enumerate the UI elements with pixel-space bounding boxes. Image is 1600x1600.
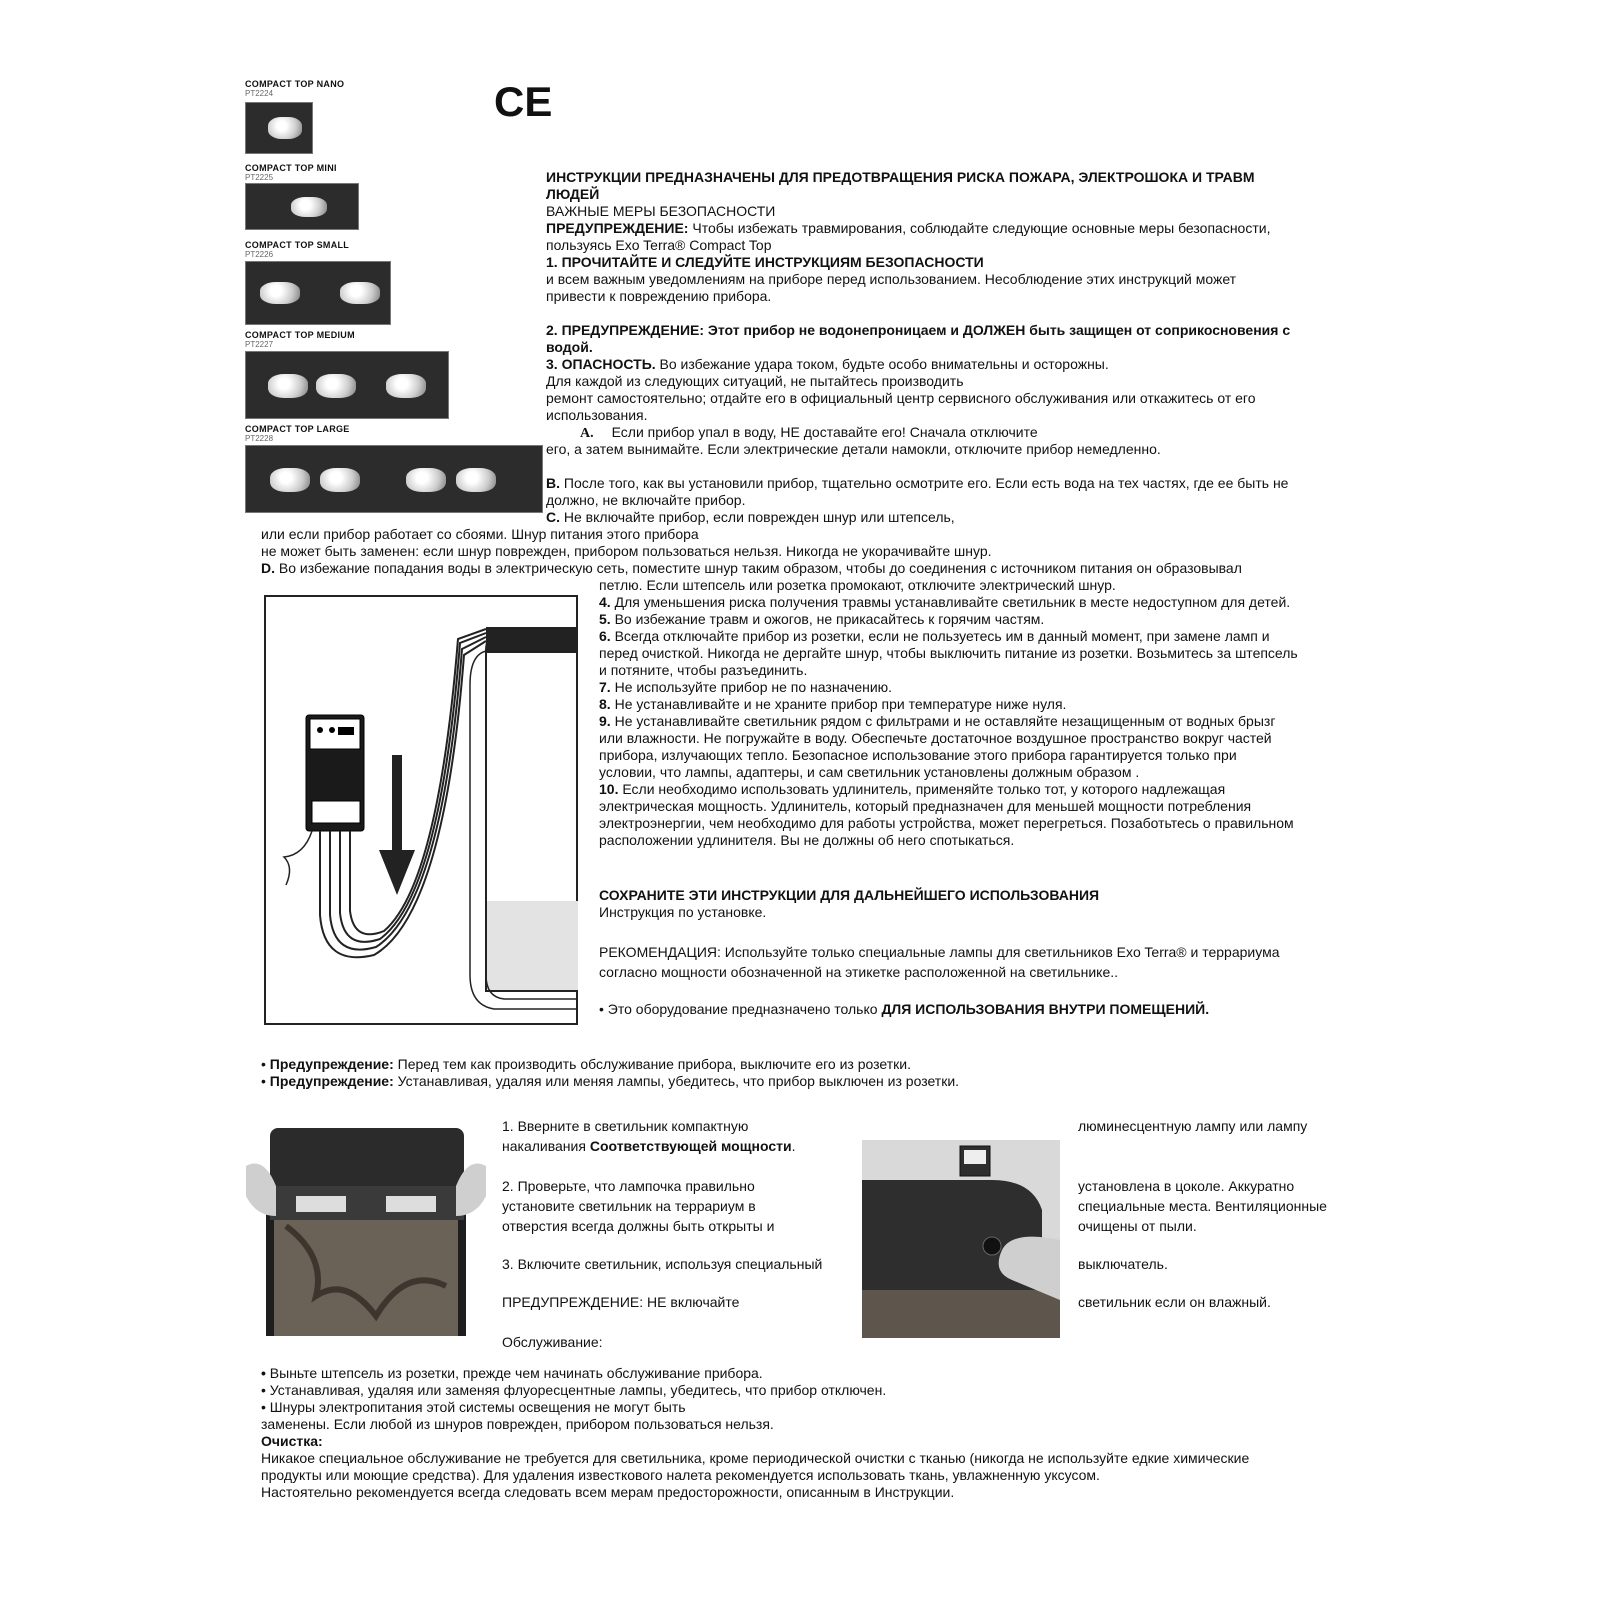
item-c-paragraph (546, 509, 955, 526)
item-5-text: Во избежание травм и ожогов, не прикасайтесь к горячим частям. (610, 611, 1045, 627)
item-9-text: Не устанавливайте светильник рядом с фильтрами и не оставляйте незащищенным от водных брызг (610, 713, 1276, 729)
maintenance-3: • Шнуры электропитания этой системы освещения не могут быть (261, 1399, 686, 1415)
item-6-text: перед очисткой. Никогда не дергайте шнур, чтобы выключить питание из розетки. Возьмитесь за штепсель (599, 645, 1298, 661)
recommendation: РЕКОМЕНДАЦИЯ: Используйте только специальные лампы для светильников Exo Terra® и террариума (599, 944, 1280, 960)
indoor-bold: ДЛЯ ИСПОЛЬЗОВАНИЯ ВНУТРИ ПОМЕЩЕНИЙ. (881, 1001, 1210, 1017)
item-7-num: 7. (599, 679, 611, 695)
item-a-label: A. (580, 426, 594, 441)
item-3-paragraph (546, 356, 1109, 373)
item-9 (599, 713, 1275, 730)
step-2-right: специальные места. Вентиляционные (1078, 1198, 1327, 1214)
item-5 (599, 611, 1044, 628)
item-10-text: Если необходимо использовать удлинитель, применяйте только тот, у которого надлежащая (618, 781, 1226, 797)
recommendation: согласно мощности обозначенной на этикетке расположенной на светильнике.. (599, 964, 1119, 980)
step-2-text: 2. Проверьте, что лампочка правильно (502, 1178, 755, 1194)
item-8 (599, 696, 1066, 713)
item-3-text: использования. (546, 407, 648, 423)
item-6-text: Всегда отключайте прибор из розетки, если не пользуетесь им в данный момент, при замене ламп и (610, 628, 1270, 644)
step-1-right: люминесцентную лампу или лампу (1078, 1118, 1308, 1134)
step-2-text: отверстия всегда должны быть открыты и (502, 1218, 775, 1234)
install-heading: Инструкция по установке. (599, 904, 767, 920)
photo-switch (862, 1140, 1060, 1338)
item-10 (599, 781, 1225, 798)
service-heading: Обслуживание: (502, 1334, 603, 1350)
item-8-text: Не устанавливайте и не храните прибор при температуре ниже нуля. (610, 696, 1067, 712)
maintenance-3: заменены. Если любой из шнуров поврежден, прибором пользоваться нельзя. (261, 1416, 774, 1432)
item-c-text: Не включайте прибор, если поврежден шнур или штепсель, (560, 509, 955, 525)
model-label: COMPACT TOP MEDIUM (245, 330, 355, 340)
cleaning-text: Настоятельно рекомендуется всегда следовать всем мерам предосторожности, описанным в Инструкции. (261, 1484, 955, 1500)
item-3-text: Для каждой из следующих ситуаций, не пытайтесь производить (546, 373, 964, 389)
maintenance-2: • Устанавливая, удаляя или заменяя флуоресцентные лампы, убедитесь, что прибор отключен. (261, 1382, 887, 1398)
cleaning-text: продукты или моющие средства). Для удаления известкового налета рекомендуется использовать ткань, увлажненную уксусом. (261, 1467, 1100, 1483)
item-b-paragraph (546, 475, 1288, 492)
safety-heading: ЛЮДЕЙ (546, 186, 600, 202)
item-a-text: Если прибор упал в воду, НЕ доставайте его! Сначала отключите (611, 424, 1038, 440)
step-1-bold: Соответствующей мощности (589, 1138, 792, 1154)
warning-label: Предупреждение: (269, 1056, 394, 1072)
cleaning-text: Никакое специальное обслуживание не требуется для светильника, кроме периодической очистки с тканью (никогда не используйте едкие химические (261, 1450, 1250, 1466)
item-5-num: 5. (599, 611, 611, 627)
item-c-label: C. (546, 509, 560, 525)
item-1-title: 1. ПРОЧИТАЙТЕ И СЛЕДУЙТЕ ИНСТРУКЦИЯМ БЕЗОПАСНОСТИ (546, 254, 984, 270)
step-1-end: . (791, 1138, 796, 1154)
model-code: PT2225 (245, 173, 274, 182)
warning-label: Предупреждение: (269, 1073, 394, 1089)
indoor-prefix: • Это оборудование предназначено только (599, 1001, 882, 1017)
item-4 (599, 594, 1290, 611)
warning-1: • Предупреждение: Перед тем как производить обслуживание прибора, выключите его из розетки. (261, 1056, 911, 1072)
item-3-label: 3. ОПАСНОСТЬ. (546, 356, 656, 372)
item-4-text: Для уменьшения риска получения травмы устанавливайте светильник в месте недоступном для детей. (610, 594, 1291, 610)
model-code: PT2224 (245, 89, 274, 98)
item-8-num: 8. (599, 696, 611, 712)
step-1-text: 1. Вверните в светильник компактную (502, 1118, 749, 1134)
item-9-num: 9. (599, 713, 611, 729)
item-10-num: 10. (599, 781, 619, 797)
item-c-text: или если прибор работает со сбоями. Шнур питания этого прибора (261, 526, 699, 542)
item-10-text: электроэнергии, чем необходимо для работы устройства, может перегреться. Позаботьтесь о правильном (599, 815, 1294, 831)
item-7 (599, 679, 892, 696)
item-b-text: После того, как вы установили прибор, тщательно осмотрите его. Если есть вода на тех частях, где ее быть не (560, 475, 1289, 491)
model-label: COMPACT TOP LARGE (245, 424, 350, 434)
item-b-label: B. (546, 475, 560, 491)
item-9-text: условии, что лампы, адаптеры, и сам светильник установлены должным образом . (599, 764, 1140, 780)
item-6-text: и потяните, чтобы разъединить. (599, 662, 808, 678)
item-4-num: 4. (599, 594, 611, 610)
warning-text: пользуясь Exo Terra® Compact Top (546, 237, 772, 253)
model-image-small (245, 261, 391, 325)
item-a-paragraph (580, 424, 1038, 442)
step-1-prefix: накаливания (502, 1138, 590, 1154)
step-3-right: выключатель. (1078, 1256, 1168, 1272)
item-9-text: прибора, излучающих тепло. Безопасное использование этого прибора гарантируется только при (599, 747, 1237, 763)
item-1-text: привести к повреждению прибора. (546, 288, 772, 304)
model-label: COMPACT TOP SMALL (245, 240, 350, 250)
item-2-text: 2. ПРЕДУПРЕЖДЕНИЕ: Этот прибор не водонепроницаем и ДОЛЖЕН быть защищен от соприкосновения с (546, 322, 1291, 338)
warning-text: Перед тем как производить обслуживание прибора, выключите его из розетки. (393, 1056, 911, 1072)
warning-2: • Предупреждение: Устанавливая, удаляя или меняя лампы, убедитесь, что прибор выключен из розетки. (261, 1073, 960, 1089)
warning-text: Чтобы избежать травмирования, соблюдайте следующие основные меры безопасности, (688, 220, 1271, 236)
step-2-right: очищены от пыли. (1078, 1218, 1197, 1234)
item-2-text: водой. (546, 339, 593, 355)
item-9-text: или влажности. Не погружайте в воду. Обеспечьте достаточное воздушное пространство вокруг частей (599, 730, 1272, 746)
safety-heading: ИНСТРУКЦИИ ПРЕДНАЗНАЧЕНЫ ДЛЯ ПРЕДОТВРАЩЕНИЯ РИСКА ПОЖАРА, ЭЛЕКТРОШОКА И ТРАВМ (546, 169, 1255, 185)
warning-paragraph (546, 220, 1270, 237)
step-2-text: установите светильник на террариум в (502, 1198, 756, 1214)
item-10-text: расположении удлинителя. Вы не должны об него спотыкаться. (599, 832, 1015, 848)
item-c-text: не может быть заменен: если шнур поврежден, прибором пользоваться нельзя. Никогда не укорачивайте шнур. (261, 543, 992, 559)
maintenance-1: • Выньте штепсель из розетки, прежде чем начинать обслуживание прибора. (261, 1365, 763, 1381)
safety-subheading: ВАЖНЫЕ МЕРЫ БЕЗОПАСНОСТИ (546, 203, 776, 219)
item-1-text: и всем важным уведомлениям на приборе перед использованием. Несоблюдение этих инструкций может (546, 271, 1237, 287)
save-heading: СОХРАНИТЕ ЭТИ ИНСТРУКЦИИ ДЛЯ ДАЛЬНЕЙШЕГО ИСПОЛЬЗОВАНИЯ (599, 887, 1100, 903)
model-label: COMPACT TOP NANO (245, 79, 345, 89)
item-d-label: D. (261, 560, 275, 576)
item-7-text: Не используйте прибор не по назначению. (610, 679, 893, 695)
step-1-text (502, 1138, 795, 1155)
model-code: PT2227 (245, 340, 274, 349)
item-6 (599, 628, 1270, 645)
photo-lamp-opening (246, 1126, 486, 1336)
step-2-right: установлена в цоколе. Аккуратно (1078, 1178, 1295, 1194)
model-image-nano (245, 102, 313, 154)
model-image-large (245, 445, 543, 513)
model-code: PT2226 (245, 250, 274, 259)
step-3-text: 3. Включите светильник, используя специальный (502, 1256, 823, 1272)
ce-mark: CE (494, 78, 553, 125)
item-b-text: должно, не включайте прибор. (546, 492, 746, 508)
warning-label: ПРЕДУПРЕЖДЕНИЕ: (546, 220, 689, 236)
indoor-use-note (599, 1001, 1209, 1018)
item-3-text: ремонт самостоятельно; отдайте его в официальный центр сервисного обслуживания или откажитесь от его (546, 390, 1256, 406)
item-3-text: Во избежание удара током, будьте особо внимательны и осторожны. (655, 356, 1109, 372)
step-warning: ПРЕДУПРЕЖДЕНИЕ: НЕ включайте (502, 1294, 740, 1310)
item-d-text: Во избежание попадания воды в электрическую сеть, поместите шнур таким образом, чтобы до соединения с источником питания он образовывал (275, 560, 1242, 576)
item-a-text: его, а затем вынимайте. Если электрические детали намокли, отключите прибор немедленно. (546, 441, 1161, 457)
item-d-text: петлю. Если штепсель или розетка промокают, отключите электрический шнур. (599, 577, 1116, 593)
item-10-text: электрическая мощность. Удлинитель, который предназначен для меньшей мощности потребления (599, 798, 1252, 814)
models-column (245, 80, 545, 520)
item-d-paragraph (261, 560, 1242, 577)
step-warning-right: светильник если он влажный. (1078, 1294, 1271, 1310)
maintenance-text: Выньте штепсель из розетки, прежде чем начинать обслуживание прибора. (269, 1365, 763, 1381)
model-code: PT2228 (245, 434, 274, 443)
model-image-medium (245, 351, 449, 419)
cleaning-title: Очистка: (261, 1433, 323, 1449)
item-6-num: 6. (599, 628, 611, 644)
model-label: COMPACT TOP MINI (245, 163, 337, 173)
model-image-mini (245, 183, 359, 230)
installation-diagram (264, 595, 578, 1025)
warning-text: Устанавливая, удаляя или меняя лампы, убедитесь, что прибор выключен из розетки. (393, 1073, 960, 1089)
